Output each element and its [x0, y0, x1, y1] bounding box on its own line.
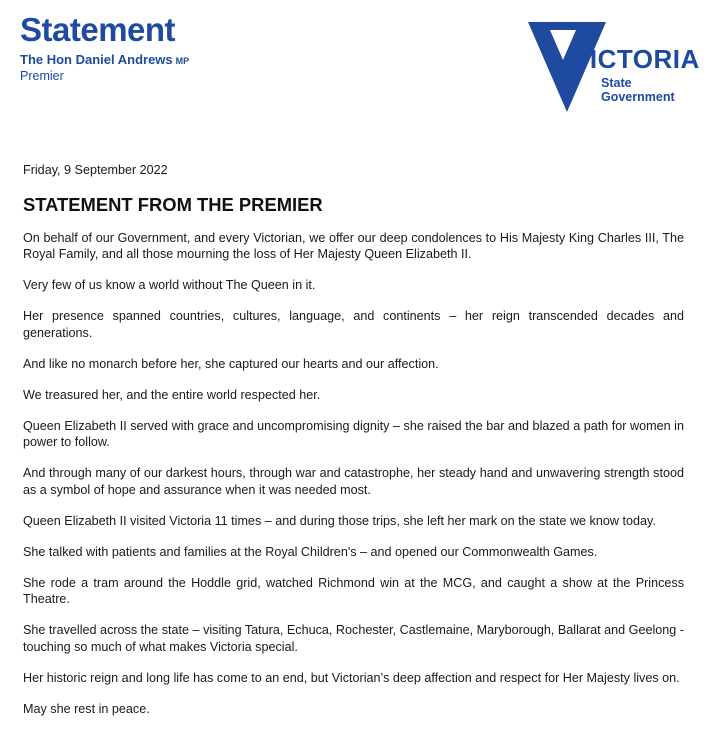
paragraph: We treasured her, and the entire world respected her. [23, 387, 321, 402]
paragraph: She travelled across the state – visiting Tatura, Echuca, Rochester, Castlemaine, Maryborough, Ballarat and Geelong - touching so much of what makes Victoria special. [23, 623, 684, 654]
paragraph: Queen Elizabeth II visited Victoria 11 times – and during those trips, she left her mark on the state we know today. [23, 513, 656, 528]
paragraph: And like no monarch before her, she captured our hearts and our affection. [23, 356, 439, 371]
paragraph: Queen Elizabeth II served with grace and uncompromising dignity – she raised the bar and blazed a path for women in power to follow. [23, 418, 684, 450]
statement-heading: STATEMENT FROM THE PREMIER [23, 193, 323, 215]
paragraph: Her historic reign and long life has come to an end, but Victorian’s deep affection and respect for Her Majesty lives on. [23, 670, 680, 685]
minister-name [20, 52, 189, 69]
document-type-title: Statement [20, 11, 176, 48]
minister-suffix: MP [175, 56, 190, 66]
logo-subtitle-government: Government [601, 90, 675, 104]
paragraph: She talked with patients and families at the Royal Children's – and opened our Commonwealth Games. [23, 544, 598, 559]
header-block [20, 10, 189, 84]
minister-role: Premier [20, 69, 64, 83]
paragraph: She rode a tram around the Hoddle grid, watched Richmond win at the MCG, and caught a show at the Princess Theatre. [23, 575, 684, 607]
logo-wordmark: VICTORIA [572, 44, 700, 74]
paragraph: And through many of our darkest hours, through war and catastrophe, her steady hand and unwavering strength stood as a symbol of hope and assurance when it was needed most. [23, 466, 684, 497]
statement-body [23, 162, 684, 732]
paragraph: May she rest in peace. [23, 701, 150, 716]
logo-subtitle-state: State [601, 76, 632, 90]
statement-date: Friday, 9 September 2022 [23, 163, 168, 177]
paragraph: Very few of us know a world without The Queen in it. [23, 278, 316, 293]
victoria-state-government-logo [528, 22, 700, 114]
minister-name-text: The Hon Daniel Andrews [20, 52, 173, 67]
paragraph: Her presence spanned countries, cultures, language, and continents – her reign transcended decades and generations. [23, 309, 684, 340]
paragraph: On behalf of our Government, and every Victorian, we offer our deep condolences to His Majesty King Charles III, The Royal Family, and all those mourning the loss of Her Majesty Queen Elizabeth II. [23, 230, 684, 262]
